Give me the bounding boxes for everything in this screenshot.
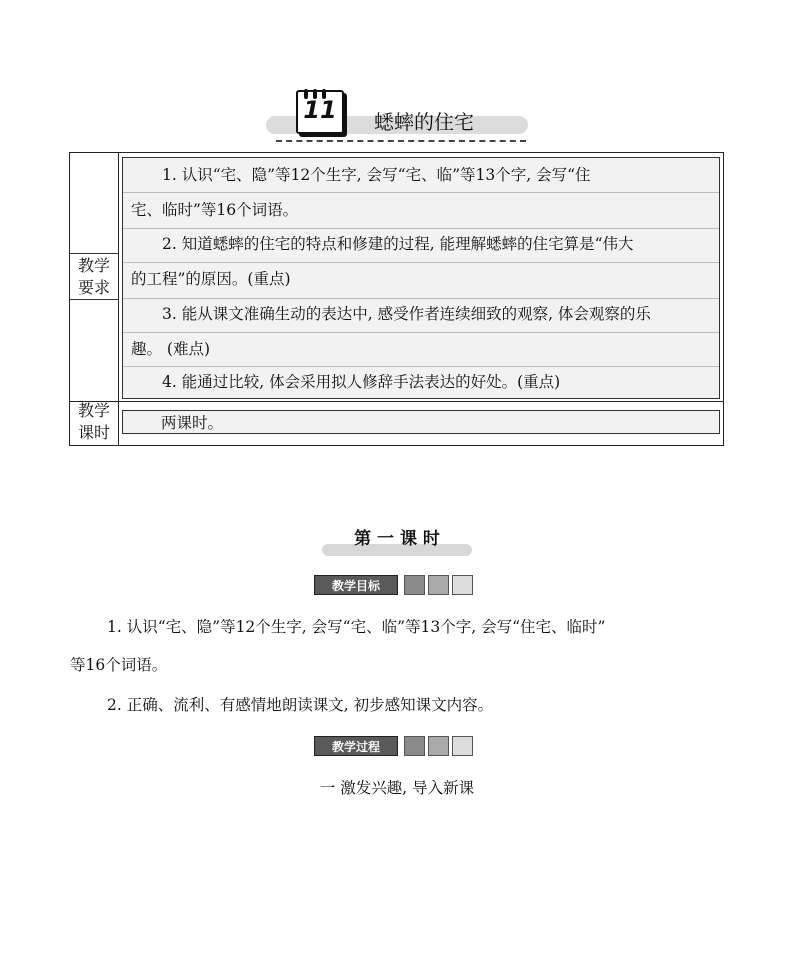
tag-square — [452, 575, 473, 595]
time-label-2: 课时 — [77, 423, 110, 442]
lesson-title: 蟋蟀的住宅 — [374, 110, 474, 134]
requirements-table — [69, 152, 724, 446]
class-hours-value: 两课时。 — [122, 410, 720, 434]
tag-square — [404, 575, 425, 595]
goals-tag-label: 教学目标 — [314, 575, 398, 595]
goals-tag — [314, 575, 484, 595]
tag-square — [404, 736, 425, 756]
req-label-1: 教学 — [77, 256, 110, 275]
section-title: 第 一 课 时 — [322, 522, 472, 562]
header-dashed-rule — [276, 140, 526, 142]
tag-square — [452, 736, 473, 756]
requirements-box — [122, 157, 720, 399]
row-divider — [70, 401, 723, 402]
time-label-1: 教学 — [77, 401, 110, 420]
requirement-2: 2. 知道蟋蟀的住宅的特点和修建的过程, 能理解蟋蟀的住宅算是“伟大 的工程”的原因。(重点) — [131, 235, 634, 288]
requirement-3: 3. 能从课文准确生动的表达中, 感受作者连续细致的观察, 体会观察的乐 趣。 (难点) — [131, 305, 651, 358]
process-tag-label: 教学过程 — [314, 736, 398, 756]
tag-square — [428, 736, 449, 756]
process-step-1: 一 激发兴趣, 导入新课 — [319, 779, 475, 797]
requirement-1: 1. 认识“宅、隐”等12个生字, 会写“宅、临”等13个字, 会写“住 宅、临时”等16个词语。 — [131, 166, 591, 219]
process-tag — [314, 736, 484, 756]
req-label-2: 要求 — [77, 278, 110, 297]
tag-square — [428, 575, 449, 595]
calendar-icon — [296, 90, 344, 134]
goal-1: 1. 认识“宅、隐”等12个生字, 会写“宅、临”等13个字, 会写“住宅、临时” 等16个词语。 — [70, 618, 606, 674]
lesson-header — [266, 80, 528, 144]
requirement-4: 4. 能通过比较, 体会采用拟人修辞手法表达的好处。(重点) — [162, 373, 561, 391]
lesson-number: 11 — [303, 96, 337, 124]
goal-2: 2. 正确、流利、有感情地朗读课文, 初步感知课文内容。 — [107, 696, 494, 714]
